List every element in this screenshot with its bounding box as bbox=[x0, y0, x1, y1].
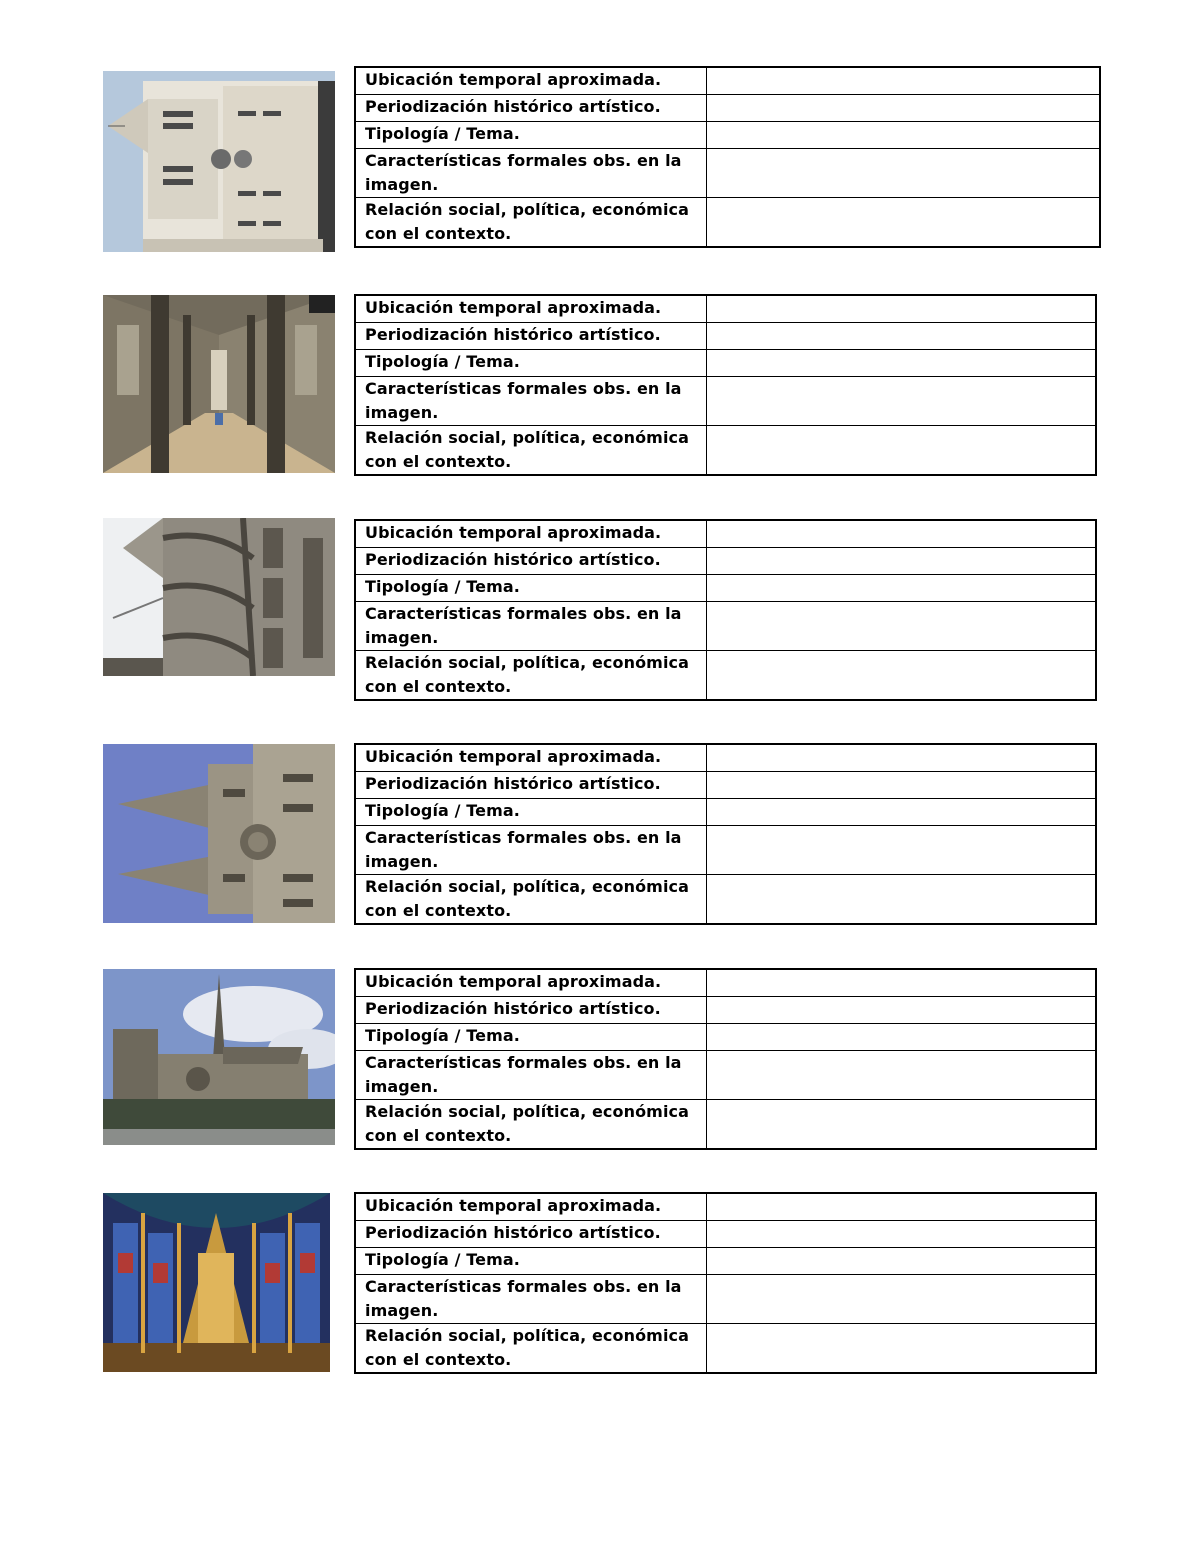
label-temporal: Ubicación temporal aproximada. bbox=[355, 1193, 707, 1221]
answer-tipologia[interactable] bbox=[707, 350, 1097, 377]
label-relacion: Relación social, política, económica con el contexto. bbox=[355, 1324, 707, 1374]
cathedral-facade-image bbox=[103, 71, 335, 252]
notre-dame-image bbox=[103, 969, 335, 1145]
answer-temporal[interactable] bbox=[707, 969, 1097, 997]
answer-tipologia[interactable] bbox=[707, 575, 1097, 602]
answer-temporal[interactable] bbox=[707, 744, 1097, 772]
answer-temporal[interactable] bbox=[707, 67, 1101, 95]
answer-temporal[interactable] bbox=[707, 295, 1097, 323]
label-caracteristicas: Características formales obs. en la imagen. bbox=[355, 1275, 707, 1324]
label-relacion: Relación social, política, económica con el contexto. bbox=[355, 875, 707, 925]
answer-relacion[interactable] bbox=[707, 426, 1097, 476]
label-tipologia: Tipología / Tema. bbox=[355, 1024, 707, 1051]
answer-caracteristicas[interactable] bbox=[707, 1051, 1097, 1100]
analysis-table-1 bbox=[354, 66, 1101, 248]
answer-relacion[interactable] bbox=[707, 651, 1097, 701]
analysis-table-5 bbox=[354, 968, 1097, 1150]
label-periodizacion: Periodización histórico artístico. bbox=[355, 548, 707, 575]
answer-tipologia[interactable] bbox=[707, 1248, 1097, 1275]
label-periodizacion: Periodización histórico artístico. bbox=[355, 997, 707, 1024]
label-caracteristicas: Características formales obs. en la imagen. bbox=[355, 602, 707, 651]
answer-temporal[interactable] bbox=[707, 520, 1097, 548]
label-temporal: Ubicación temporal aproximada. bbox=[355, 295, 707, 323]
answer-caracteristicas[interactable] bbox=[707, 149, 1101, 198]
label-tipologia: Tipología / Tema. bbox=[355, 1248, 707, 1275]
label-temporal: Ubicación temporal aproximada. bbox=[355, 67, 707, 95]
answer-periodizacion[interactable] bbox=[707, 323, 1097, 350]
label-relacion: Relación social, política, económica con el contexto. bbox=[355, 1100, 707, 1150]
answer-periodizacion[interactable] bbox=[707, 95, 1101, 122]
answer-caracteristicas[interactable] bbox=[707, 377, 1097, 426]
nave-interior-image bbox=[103, 295, 335, 473]
analysis-table-6 bbox=[354, 1192, 1097, 1374]
label-temporal: Ubicación temporal aproximada. bbox=[355, 969, 707, 997]
label-relacion: Relación social, política, económica con el contexto. bbox=[355, 651, 707, 701]
answer-tipologia[interactable] bbox=[707, 799, 1097, 826]
answer-tipologia[interactable] bbox=[707, 122, 1101, 149]
label-periodizacion: Periodización histórico artístico. bbox=[355, 323, 707, 350]
label-tipologia: Tipología / Tema. bbox=[355, 122, 707, 149]
answer-temporal[interactable] bbox=[707, 1193, 1097, 1221]
answer-relacion[interactable] bbox=[707, 875, 1097, 925]
answer-relacion[interactable] bbox=[707, 198, 1101, 248]
label-relacion: Relación social, política, económica con el contexto. bbox=[355, 198, 707, 248]
answer-caracteristicas[interactable] bbox=[707, 602, 1097, 651]
label-tipologia: Tipología / Tema. bbox=[355, 799, 707, 826]
label-caracteristicas: Características formales obs. en la imagen. bbox=[355, 377, 707, 426]
label-temporal: Ubicación temporal aproximada. bbox=[355, 520, 707, 548]
label-caracteristicas: Características formales obs. en la imagen. bbox=[355, 826, 707, 875]
answer-relacion[interactable] bbox=[707, 1324, 1097, 1374]
sainte-chapelle-image bbox=[103, 1193, 330, 1372]
label-tipologia: Tipología / Tema. bbox=[355, 350, 707, 377]
analysis-table-4 bbox=[354, 743, 1097, 925]
label-caracteristicas: Características formales obs. en la imagen. bbox=[355, 149, 707, 198]
answer-periodizacion[interactable] bbox=[707, 772, 1097, 799]
label-periodizacion: Periodización histórico artístico. bbox=[355, 95, 707, 122]
label-periodizacion: Periodización histórico artístico. bbox=[355, 772, 707, 799]
answer-caracteristicas[interactable] bbox=[707, 1275, 1097, 1324]
answer-periodizacion[interactable] bbox=[707, 548, 1097, 575]
label-tipologia: Tipología / Tema. bbox=[355, 575, 707, 602]
flying-buttresses-image bbox=[103, 518, 335, 676]
label-relacion: Relación social, política, económica con el contexto. bbox=[355, 426, 707, 476]
answer-periodizacion[interactable] bbox=[707, 997, 1097, 1024]
label-periodizacion: Periodización histórico artístico. bbox=[355, 1221, 707, 1248]
answer-periodizacion[interactable] bbox=[707, 1221, 1097, 1248]
answer-caracteristicas[interactable] bbox=[707, 826, 1097, 875]
analysis-table-3 bbox=[354, 519, 1097, 701]
chartres-facade-image bbox=[103, 744, 335, 923]
answer-tipologia[interactable] bbox=[707, 1024, 1097, 1051]
analysis-table-2 bbox=[354, 294, 1097, 476]
answer-relacion[interactable] bbox=[707, 1100, 1097, 1150]
label-caracteristicas: Características formales obs. en la imagen. bbox=[355, 1051, 707, 1100]
label-temporal: Ubicación temporal aproximada. bbox=[355, 744, 707, 772]
